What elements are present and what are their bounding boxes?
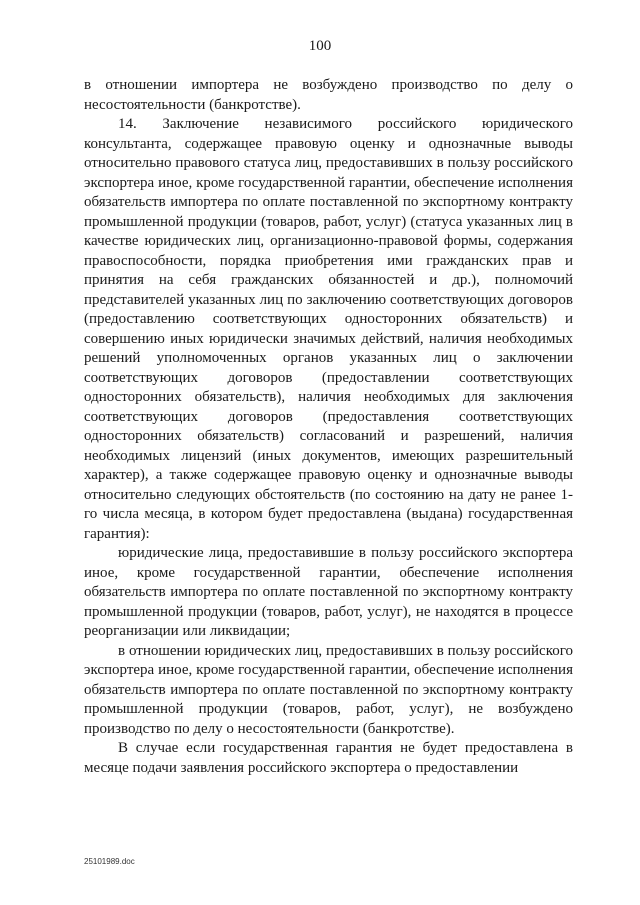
paragraph-reorganization: юридические лица, предоставившие в пользу российского экспортера иное, кроме государственной гарантии, обеспечение исполнения обязательств импортера по оплате поставленной по экспортному контракту промышленной продукции (товаров, работ, услуг), не находятся в процессе реорганизации или ликвидации; [84,545,573,639]
document-body [84,76,573,778]
paragraph-continuation: в отношении импортера не возбуждено производство по делу о несостоятельности (банкротстве). [84,77,573,113]
page-number: 100 [308,38,332,54]
document-filename: 25101989.doc [84,857,135,866]
paragraph-item-14: 14. Заключение независимого российского юридического консультанта, содержащее правовую оценку и однозначные выводы относительно правового статуса лиц, предоставивших в пользу российского экспортера иное, кроме государственной гарантии, обеспечение исполнения обязательств импортера по оплате поставленной по экспортному контракту промышленной продукции (товаров, работ, услуг) (статуса указанных лиц в качестве юридических лиц, организационно-правовой формы, содержания правоспособности, порядка приобретения ими гражданских прав и принятия на себя гражданских обязанностей и др.), полномочий представителей указанных лиц по заключению соответствующих договоров (предоставлению соответствующих односторонних обязательств) и совершению иных юридически значимых действий, наличия необходимых решений уполномоченных органов указанных лиц о заключении соответствующих договоров (предоставлении соответствующих односторонних обязательств), наличия необходимых для заключения соответствующих договоров (предоставления соответствующих односторонних обязательств) согласований и разрешений, наличия необходимых лицензий (иных документов, имеющих разрешительный характер), а также содержащее правовую оценку и однозначные выводы относительно следующих обстоятельств (по состоянию на дату не ранее 1-го числа месяца, в котором будет предоставлена (выдана) государственная гарантия): [84,116,573,542]
paragraph-guarantee-case: В случае если государственная гарантия не будет предоставлена в месяце подачи заявления российского экспортера о предоставлении [84,740,573,776]
paragraph-bankruptcy: в отношении юридических лиц, предоставивших в пользу российского экспортера иное, кроме государственной гарантии, обеспечение исполнения обязательств импортера по оплате поставленной по экспортному контракту промышленной продукции (товаров, работ, услуг), не возбуждено производство по делу о несостоятельности (банкротстве). [84,642,573,737]
